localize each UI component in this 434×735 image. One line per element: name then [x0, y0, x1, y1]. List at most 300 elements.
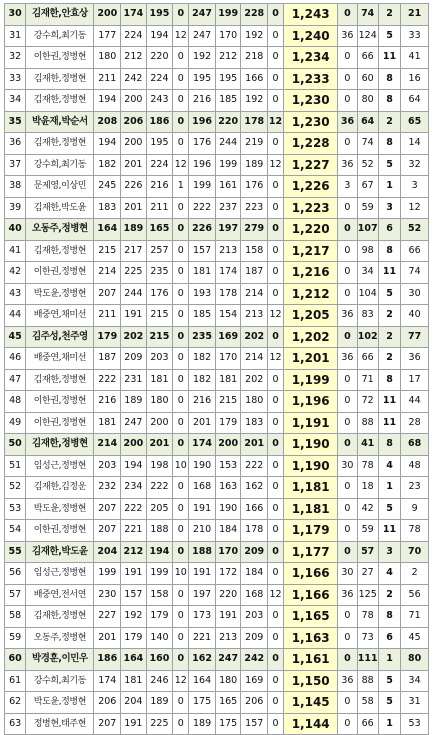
game5-score-cell: 154: [215, 305, 241, 327]
game6-score-cell: 158: [241, 240, 268, 262]
game1-score-cell: 216: [94, 391, 121, 413]
handicap1-cell: 0: [173, 4, 189, 26]
handicap1-cell: 0: [173, 219, 189, 241]
game2-score-cell: 226: [121, 176, 147, 198]
lane-cell: 64: [401, 90, 429, 112]
handicap-total-cell: 0: [338, 412, 357, 434]
game4-score-cell: 216: [189, 391, 216, 413]
game6-score-cell: 166: [241, 68, 268, 90]
handicap-total-cell: 0: [338, 369, 357, 391]
game4-score-cell: 226: [189, 219, 216, 241]
team-name-cell: 김재한,박도윤: [26, 541, 94, 563]
total-score-cell: 1,163: [284, 627, 338, 649]
game3-score-cell: 180: [146, 391, 173, 413]
table-row: [5, 520, 429, 542]
handicap1-cell: 0: [173, 412, 189, 434]
game1-score-cell: 200: [94, 4, 121, 26]
game6-score-cell: 222: [241, 455, 268, 477]
handicap2-cell: 0: [268, 649, 284, 671]
game4-score-cell: 189: [189, 713, 216, 735]
team-name-cell: 오동주,정병현: [26, 627, 94, 649]
handicap2-cell: 0: [268, 262, 284, 284]
handicap1-cell: 0: [173, 47, 189, 69]
game2-score-cell: 191: [121, 713, 147, 735]
handicap2-cell: 0: [268, 670, 284, 692]
game4-score-cell: 164: [189, 670, 216, 692]
handicap-total-cell: 0: [338, 4, 357, 26]
total-score-cell: 1,220: [284, 219, 338, 241]
team-name-cell: 이한권,정병현: [26, 391, 94, 413]
table-row: [5, 541, 429, 563]
game2-score-cell: 244: [121, 283, 147, 305]
handicap1-cell: 0: [173, 627, 189, 649]
group-cell: 8: [378, 606, 400, 628]
table-row: [5, 90, 429, 112]
table-row: [5, 412, 429, 434]
handicap-total-cell: 0: [338, 434, 357, 456]
handicap1-cell: 12: [173, 154, 189, 176]
lane-cell: 78: [401, 520, 429, 542]
handicap-total-cell: 0: [338, 520, 357, 542]
game2-score-cell: 212: [121, 541, 147, 563]
handicap2-cell: 0: [268, 47, 284, 69]
table-row: [5, 47, 429, 69]
handicap2-cell: 0: [268, 541, 284, 563]
spread-cell: 111: [357, 649, 378, 671]
table-row: [5, 670, 429, 692]
ranking-table: [4, 3, 429, 735]
total-score-cell: 1,201: [284, 348, 338, 370]
group-cell: 2: [378, 584, 400, 606]
table-row: [5, 455, 429, 477]
game6-score-cell: 218: [241, 47, 268, 69]
table-row: [5, 262, 429, 284]
handicap1-cell: 10: [173, 563, 189, 585]
game2-score-cell: 225: [121, 262, 147, 284]
game5-score-cell: 184: [215, 520, 241, 542]
game2-score-cell: 189: [121, 219, 147, 241]
spread-cell: 34: [357, 262, 378, 284]
group-cell: 5: [378, 692, 400, 714]
rank-cell: 49: [5, 412, 26, 434]
game2-score-cell: 231: [121, 369, 147, 391]
spread-cell: 67: [357, 176, 378, 198]
team-name-cell: 강수희,최기동: [26, 670, 94, 692]
game5-score-cell: 185: [215, 90, 241, 112]
game6-score-cell: 223: [241, 197, 268, 219]
game4-score-cell: 222: [189, 197, 216, 219]
lane-cell: 32: [401, 154, 429, 176]
total-score-cell: 1,205: [284, 305, 338, 327]
lane-cell: 74: [401, 262, 429, 284]
handicap2-cell: 0: [268, 68, 284, 90]
table-row: [5, 240, 429, 262]
team-name-cell: 이한권,정병현: [26, 262, 94, 284]
total-score-cell: 1,190: [284, 434, 338, 456]
rank-cell: 35: [5, 111, 26, 133]
table-row: [5, 649, 429, 671]
total-score-cell: 1,230: [284, 90, 338, 112]
handicap1-cell: 0: [173, 326, 189, 348]
game6-score-cell: 219: [241, 133, 268, 155]
table-row: [5, 154, 429, 176]
rank-cell: 51: [5, 455, 26, 477]
handicap1-cell: 0: [173, 541, 189, 563]
game6-score-cell: 178: [241, 520, 268, 542]
rank-cell: 62: [5, 692, 26, 714]
spread-cell: 64: [357, 111, 378, 133]
handicap1-cell: 0: [173, 391, 189, 413]
game5-score-cell: 170: [215, 25, 241, 47]
lane-cell: 65: [401, 111, 429, 133]
game4-score-cell: 191: [189, 498, 216, 520]
game3-score-cell: 188: [146, 520, 173, 542]
lane-cell: 71: [401, 606, 429, 628]
handicap2-cell: 0: [268, 90, 284, 112]
game2-score-cell: 200: [121, 434, 147, 456]
spread-cell: 98: [357, 240, 378, 262]
game4-score-cell: 174: [189, 434, 216, 456]
game1-score-cell: 164: [94, 219, 121, 241]
spread-cell: 52: [357, 154, 378, 176]
total-score-cell: 1,216: [284, 262, 338, 284]
group-cell: 8: [378, 133, 400, 155]
game3-score-cell: 211: [146, 197, 173, 219]
ranking-rows: [5, 4, 429, 735]
group-cell: 11: [378, 47, 400, 69]
spread-cell: 60: [357, 68, 378, 90]
handicap-total-cell: 0: [338, 541, 357, 563]
group-cell: 6: [378, 627, 400, 649]
game5-score-cell: 213: [215, 627, 241, 649]
handicap-total-cell: 30: [338, 563, 357, 585]
game2-score-cell: 157: [121, 584, 147, 606]
game4-score-cell: 201: [189, 412, 216, 434]
lane-cell: 56: [401, 584, 429, 606]
spread-cell: 78: [357, 606, 378, 628]
game2-score-cell: 221: [121, 520, 147, 542]
game1-score-cell: 203: [94, 455, 121, 477]
game4-score-cell: 182: [189, 348, 216, 370]
rank-cell: 52: [5, 477, 26, 499]
game3-score-cell: 224: [146, 154, 173, 176]
team-name-cell: 김재한,정병현: [26, 90, 94, 112]
game6-score-cell: 242: [241, 649, 268, 671]
team-name-cell: 임성근,정병현: [26, 455, 94, 477]
handicap1-cell: 0: [173, 649, 189, 671]
game4-score-cell: 210: [189, 520, 216, 542]
table-row: [5, 111, 429, 133]
table-row: [5, 219, 429, 241]
rank-cell: 55: [5, 541, 26, 563]
group-cell: 8: [378, 240, 400, 262]
total-score-cell: 1,190: [284, 455, 338, 477]
spread-cell: 71: [357, 369, 378, 391]
handicap2-cell: 12: [268, 348, 284, 370]
handicap2-cell: 0: [268, 692, 284, 714]
handicap-total-cell: 0: [338, 240, 357, 262]
rank-cell: 47: [5, 369, 26, 391]
rank-cell: 38: [5, 176, 26, 198]
lane-cell: 68: [401, 434, 429, 456]
table-row: [5, 25, 429, 47]
table-row: [5, 606, 429, 628]
spread-cell: 88: [357, 670, 378, 692]
game1-score-cell: 207: [94, 713, 121, 735]
handicap1-cell: 0: [173, 713, 189, 735]
table-row: [5, 584, 429, 606]
game1-score-cell: 214: [94, 434, 121, 456]
rank-cell: 44: [5, 305, 26, 327]
rank-cell: 31: [5, 25, 26, 47]
rank-cell: 60: [5, 649, 26, 671]
spread-cell: 88: [357, 412, 378, 434]
total-score-cell: 1,199: [284, 369, 338, 391]
lane-cell: 70: [401, 541, 429, 563]
handicap1-cell: 0: [173, 133, 189, 155]
game3-score-cell: 220: [146, 47, 173, 69]
lane-cell: 40: [401, 305, 429, 327]
game4-score-cell: 199: [189, 176, 216, 198]
game1-score-cell: 214: [94, 262, 121, 284]
game5-score-cell: 153: [215, 455, 241, 477]
handicap-total-cell: 0: [338, 692, 357, 714]
handicap2-cell: 0: [268, 434, 284, 456]
handicap1-cell: 0: [173, 434, 189, 456]
game6-score-cell: 279: [241, 219, 268, 241]
group-cell: 1: [378, 713, 400, 735]
team-name-cell: 박도윤,정병현: [26, 692, 94, 714]
handicap-total-cell: 0: [338, 197, 357, 219]
game5-score-cell: 215: [215, 391, 241, 413]
handicap2-cell: 0: [268, 197, 284, 219]
game5-score-cell: 213: [215, 240, 241, 262]
lane-cell: 53: [401, 713, 429, 735]
game3-score-cell: 246: [146, 670, 173, 692]
game2-score-cell: 200: [121, 90, 147, 112]
game2-score-cell: 181: [121, 670, 147, 692]
spread-cell: 42: [357, 498, 378, 520]
table-row: [5, 176, 429, 198]
game6-score-cell: 209: [241, 541, 268, 563]
lane-cell: 21: [401, 4, 429, 26]
handicap1-cell: 0: [173, 262, 189, 284]
rank-cell: 46: [5, 348, 26, 370]
table-row: [5, 348, 429, 370]
game1-score-cell: 183: [94, 197, 121, 219]
game2-score-cell: 191: [121, 305, 147, 327]
spread-cell: 27: [357, 563, 378, 585]
game2-score-cell: 192: [121, 606, 147, 628]
game5-score-cell: 170: [215, 541, 241, 563]
total-score-cell: 1,145: [284, 692, 338, 714]
handicap2-cell: 0: [268, 412, 284, 434]
group-cell: 8: [378, 68, 400, 90]
game3-score-cell: 195: [146, 4, 173, 26]
game2-score-cell: 209: [121, 348, 147, 370]
spread-cell: 66: [357, 47, 378, 69]
lane-cell: 34: [401, 670, 429, 692]
game3-score-cell: 205: [146, 498, 173, 520]
handicap2-cell: 0: [268, 713, 284, 735]
lane-cell: 33: [401, 25, 429, 47]
group-cell: 11: [378, 412, 400, 434]
rank-cell: 58: [5, 606, 26, 628]
game4-score-cell: 185: [189, 305, 216, 327]
game6-score-cell: 176: [241, 176, 268, 198]
spread-cell: 102: [357, 326, 378, 348]
game1-score-cell: 211: [94, 305, 121, 327]
handicap1-cell: 1: [173, 176, 189, 198]
game4-score-cell: 192: [189, 47, 216, 69]
team-name-cell: 강수희,최기동: [26, 154, 94, 176]
game3-score-cell: 194: [146, 541, 173, 563]
game5-score-cell: 199: [215, 154, 241, 176]
game6-score-cell: 213: [241, 305, 268, 327]
handicap-total-cell: 3: [338, 176, 357, 198]
total-score-cell: 1,196: [284, 391, 338, 413]
handicap1-cell: 0: [173, 606, 189, 628]
game6-score-cell: 166: [241, 498, 268, 520]
game4-score-cell: 188: [189, 541, 216, 563]
game1-score-cell: 177: [94, 25, 121, 47]
total-score-cell: 1,181: [284, 498, 338, 520]
game1-score-cell: 181: [94, 412, 121, 434]
game1-score-cell: 204: [94, 541, 121, 563]
game6-score-cell: 184: [241, 563, 268, 585]
team-name-cell: 박윤재,박순서: [26, 111, 94, 133]
handicap-total-cell: 0: [338, 477, 357, 499]
game2-score-cell: 206: [121, 111, 147, 133]
handicap1-cell: 0: [173, 197, 189, 219]
lane-cell: 9: [401, 498, 429, 520]
game6-score-cell: 180: [241, 391, 268, 413]
group-cell: 11: [378, 520, 400, 542]
total-score-cell: 1,230: [284, 111, 338, 133]
handicap2-cell: 12: [268, 111, 284, 133]
handicap-total-cell: 0: [338, 47, 357, 69]
game1-score-cell: 194: [94, 90, 121, 112]
handicap-total-cell: 0: [338, 627, 357, 649]
table-row: [5, 197, 429, 219]
lane-cell: 23: [401, 477, 429, 499]
game6-score-cell: 214: [241, 348, 268, 370]
game4-score-cell: 197: [189, 584, 216, 606]
table-row: [5, 4, 429, 26]
team-name-cell: 이한권,정병현: [26, 520, 94, 542]
group-cell: 11: [378, 391, 400, 413]
rank-cell: 61: [5, 670, 26, 692]
game3-score-cell: 224: [146, 68, 173, 90]
game4-score-cell: 191: [189, 563, 216, 585]
total-score-cell: 1,223: [284, 197, 338, 219]
team-name-cell: 김재한,박도윤: [26, 197, 94, 219]
handicap1-cell: 0: [173, 520, 189, 542]
game4-score-cell: 247: [189, 4, 216, 26]
game2-score-cell: 217: [121, 240, 147, 262]
total-score-cell: 1,202: [284, 326, 338, 348]
handicap1-cell: 0: [173, 240, 189, 262]
game5-score-cell: 163: [215, 477, 241, 499]
handicap-total-cell: 36: [338, 305, 357, 327]
team-name-cell: 강수희,최기동: [26, 25, 94, 47]
game4-score-cell: 162: [189, 649, 216, 671]
table-row: [5, 68, 429, 90]
game3-score-cell: 199: [146, 563, 173, 585]
spread-cell: 74: [357, 4, 378, 26]
total-score-cell: 1,217: [284, 240, 338, 262]
handicap1-cell: 0: [173, 498, 189, 520]
table-row: [5, 326, 429, 348]
game4-score-cell: 196: [189, 111, 216, 133]
game3-score-cell: 195: [146, 133, 173, 155]
total-score-cell: 1,144: [284, 713, 338, 735]
handicap2-cell: 0: [268, 498, 284, 520]
group-cell: 4: [378, 563, 400, 585]
spread-cell: 66: [357, 713, 378, 735]
game4-score-cell: 196: [189, 154, 216, 176]
table-row: [5, 305, 429, 327]
game1-score-cell: 207: [94, 520, 121, 542]
handicap-total-cell: 0: [338, 606, 357, 628]
game3-score-cell: 165: [146, 219, 173, 241]
rank-cell: 54: [5, 520, 26, 542]
game3-score-cell: 189: [146, 692, 173, 714]
game1-score-cell: 201: [94, 627, 121, 649]
rank-cell: 53: [5, 498, 26, 520]
total-score-cell: 1,226: [284, 176, 338, 198]
game3-score-cell: 179: [146, 606, 173, 628]
group-cell: 8: [378, 369, 400, 391]
team-name-cell: 김재한,정병현: [26, 133, 94, 155]
handicap2-cell: 0: [268, 391, 284, 413]
lane-cell: 66: [401, 240, 429, 262]
game4-score-cell: 221: [189, 627, 216, 649]
game5-score-cell: 212: [215, 47, 241, 69]
game6-score-cell: 202: [241, 369, 268, 391]
handicap2-cell: 0: [268, 4, 284, 26]
game3-score-cell: 176: [146, 283, 173, 305]
game1-score-cell: 215: [94, 240, 121, 262]
rank-cell: 41: [5, 240, 26, 262]
game4-score-cell: 181: [189, 262, 216, 284]
game5-score-cell: 220: [215, 584, 241, 606]
game5-score-cell: 197: [215, 219, 241, 241]
game3-score-cell: 201: [146, 434, 173, 456]
game2-score-cell: 191: [121, 563, 147, 585]
spread-cell: 107: [357, 219, 378, 241]
game6-score-cell: 228: [241, 4, 268, 26]
table-row: [5, 369, 429, 391]
game2-score-cell: 189: [121, 391, 147, 413]
total-score-cell: 1,166: [284, 584, 338, 606]
game6-score-cell: 209: [241, 627, 268, 649]
game2-score-cell: 164: [121, 649, 147, 671]
game5-score-cell: 237: [215, 197, 241, 219]
game5-score-cell: 178: [215, 283, 241, 305]
game3-score-cell: 200: [146, 412, 173, 434]
lane-cell: 28: [401, 412, 429, 434]
handicap1-cell: 12: [173, 25, 189, 47]
table-row: [5, 692, 429, 714]
group-cell: 5: [378, 498, 400, 520]
handicap2-cell: 0: [268, 25, 284, 47]
game1-score-cell: 211: [94, 68, 121, 90]
rank-cell: 45: [5, 326, 26, 348]
game5-score-cell: 247: [215, 649, 241, 671]
game6-score-cell: 203: [241, 606, 268, 628]
group-cell: 3: [378, 541, 400, 563]
